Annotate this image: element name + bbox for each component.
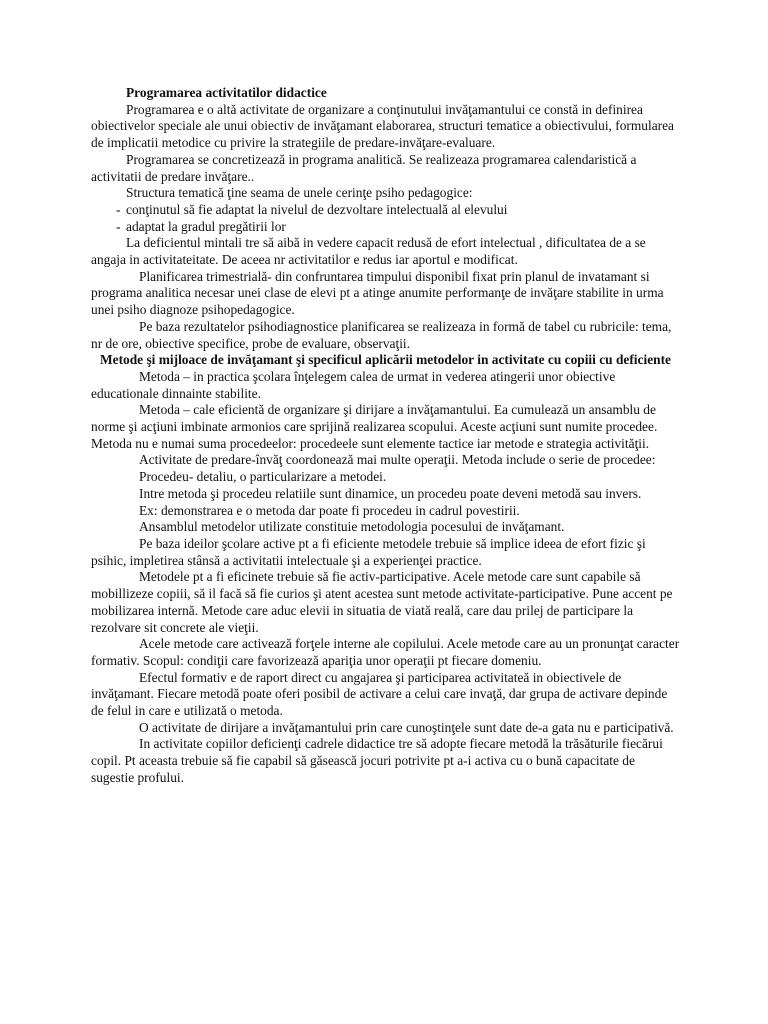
paragraph: Planificarea trimestrială- din confruntarea timpului disponibil fixat prin planul de invatamant si programa analitica necesar unei clase de elevi pt a atinge anumite performanţe de invăţare stabilite in urma unei psiho diagnoze psihopedagogice. bbox=[91, 268, 664, 318]
list-item-text: adaptat la gradul pregătirii lor bbox=[126, 218, 286, 234]
paragraph: Activitate de predare-învăţ coordonează mai multe operaţii. Metoda include o serie de procedee: bbox=[139, 452, 656, 468]
paragraph: Programarea se concretizează in programa analitică. Se realizeaza programarea calendaristică a activitatii de predare invăţare.. bbox=[91, 151, 637, 184]
paragraph: In activitate copiilor deficienţi cadrele didactice tre să adopte fiecare metodă la trăsăturile fiecărui copil. Pt aceasta trebuie să fie capabil să găsească jocuri potrivite pt a-i activa cu o bună capacitate de sugestie profului. bbox=[91, 736, 663, 785]
paragraph: Acele metode care activează forţele interne ale copilului. Acele metode care au un pronunţat caracter formativ. Scopul: condiţii care favorizează apariţia unor operaţii pt fiecare domeniu. bbox=[91, 636, 680, 668]
dash-bullet: - bbox=[116, 201, 121, 217]
paragraph: Procedeu- detaliu, o particularizare a metodei. bbox=[139, 469, 387, 485]
section-title: Programarea activitatilor didactice bbox=[126, 85, 327, 100]
paragraph: Intre metoda şi procedeu relatiile sunt dinamice, un procedeu poate deveni metodă sau invers. bbox=[139, 485, 642, 501]
paragraph: Programarea e o altă activitate de organizare a conţinutului invăţamantului ce constă in definirea obiectivelor speciale ale unui obiectiv de invăţamant elaborarea, structuri tematice a obiectivului, formularea de implicatii metodice cu privire la strategiile de predare-invăţare-evaluare. bbox=[91, 101, 674, 151]
paragraph: Metoda – in practica şcolara înţelegem calea de urmat in vederea atingerii unor obiective educationale dinnainte stabilite. bbox=[91, 368, 616, 401]
paragraph: Metodele pt a fi eficinete trebuie să fie activ-participative. Acele metode care sunt capabile să mobillizeze copiii, să il facă să fie curios şi atent acestea sunt metode activitate-participative. Pune accent pe mobilizarea internă. Metode care aduc elevii in situatia de viată reală, care dau prilej de participare la rezolvare sit concrete ale vieţii. bbox=[91, 569, 673, 635]
list-item bbox=[91, 219, 680, 236]
list-item-text: conţinutul să fie adaptat la nivelul de dezvoltare intelectuală al elevului bbox=[126, 201, 508, 217]
paragraph: Pe baza ideilor şcolare active pt a fi eficiente metodele trebuie să implice ideea de efort fizic şi psihic, impletirea stânsă a activitatii intelectuale şi a experienţei practice. bbox=[91, 535, 646, 568]
paragraph: Pe baza rezultatelor psihodiagnostice planificarea se realizeaza in formă de tabel cu rubricile: tema, nr de ore, obiective specifice, probe de evaluare, observaţii. bbox=[91, 318, 672, 351]
paragraph: O activitate de dirijare a invăţamantului prin care cunoştinţele sunt date de-a gata nu e participativă. bbox=[139, 719, 674, 735]
list-item bbox=[91, 202, 680, 219]
paragraph: Efectul formativ e de raport direct cu angajarea şi participarea activitateă in obiectivele de invăţamant. Fiecare metodă poate oferi posibil de activare a celui care invaţă, dar grupa de activare depinde de felul in care e utilizată o metoda. bbox=[91, 669, 668, 719]
section-heading: Metode şi mijloace de invăţamant şi specificul aplicării metodelor in activitate cu copiii cu deficiente bbox=[100, 352, 671, 368]
paragraph: La deficientul mintali tre să aibă in vedere capacit redusă de efort intelectual , dificultatea de a se angaja in activitateitate. De aceea nr activitatilor e redus iar aportul e modificat. bbox=[91, 235, 646, 268]
paragraph: Metoda – cale eficientă de organizare şi dirijare a invăţamantului. Ea cumulează un ansamblu de norme şi acţiuni imbinate armonios care sprijină realizarea scopului. Aceste acţiuni sunt numite procedee. Metoda nu e numai suma procedeelor: procedeele sunt elemente tactice iar metode e strategia activităţii. bbox=[91, 402, 658, 451]
paragraph: Ansamblul metodelor utilizate constituie metodologia pocesului de invăţamant. bbox=[139, 519, 565, 535]
paragraph: Structura tematică ţine seama de unele cerinţe psiho pedagogice: bbox=[126, 185, 473, 201]
dash-bullet: - bbox=[116, 218, 121, 234]
paragraph: Ex: demonstrarea e o metoda dar poate fi procedeu in cadrul povestirii. bbox=[139, 502, 520, 518]
